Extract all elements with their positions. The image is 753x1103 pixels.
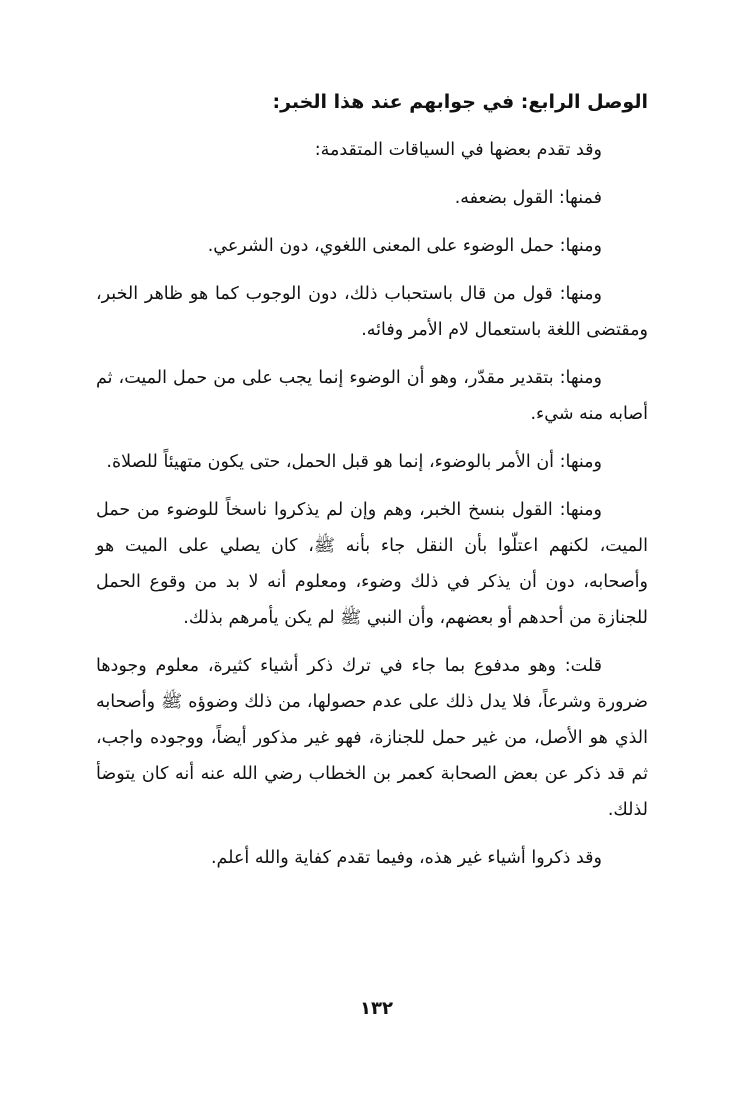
- paragraph-before-carrying: ومنها: أن الأمر بالوضوء، إنما هو قبل الحمل، حتى يكون متهيئاً للصلاة.: [106, 452, 602, 472]
- paragraph-linguistic-meaning: ومنها: حمل الوضوء على المعنى اللغوي، دون الشرعي.: [207, 236, 602, 256]
- paragraph-abrogation: ومنها: القول بنسخ الخبر، وهم وإن لم يذكروا ناسخاً للوضوء من حمل الميت، لكنهم اعتلّوا بأن النقل جاء بأنه ﷺ، كان يصلي على الميت هو وأصحابه، دون أن يذكر في ذلك وضوء، ومعلوم أنه لا بد من وقوع الحمل للجنازة من أحدهم أو بعضهم، وأن النبي ﷺ لم يكن يأمرهم بذلك.: [96, 500, 648, 628]
- page-number: ١٣٢: [360, 998, 393, 1019]
- paragraph-rebuttal: قلت: وهو مدفوع بما جاء في ترك ذكر أشياء كثيرة، معلوم وجودها ضرورة وشرعاً، فلا يدل ذلك على عدم حصولها، من ذلك وضوؤه ﷺ وأصحابه الذي هو الأصل، من غير حمل للجنازة، فهو غير مذكور أيضاً، ووجوده واجب، ثم قد ذكر عن بعض الصحابة كعمر بن الخطاب رضي الله عنه أنه كان يتوضأ لذلك.: [96, 656, 648, 820]
- paragraph-weakness: فمنها: القول بضعفه.: [454, 188, 602, 208]
- paragraph-implied-condition: ومنها: بتقدير مقدّر، وهو أن الوضوء إنما يجب على من حمل الميت، ثم أصابه منه شيء.: [96, 368, 648, 424]
- paragraph-conclusion: وقد ذكروا أشياء غير هذه، وفيما تقدم كفاية والله أعلم.: [210, 848, 602, 868]
- body-text: [96, 84, 648, 888]
- paragraph-recommendation: ومنها: قول من قال باستحباب ذلك، دون الوجوب كما هو ظاهر الخبر، ومقتضى اللغة باستعمال لام الأمر وفائه.: [96, 284, 648, 340]
- paragraph-intro: وقد تقدم بعضها في السياقات المتقدمة:: [314, 140, 602, 160]
- section-heading: الوصل الرابع: في جوابهم عند هذا الخبر:: [272, 91, 648, 113]
